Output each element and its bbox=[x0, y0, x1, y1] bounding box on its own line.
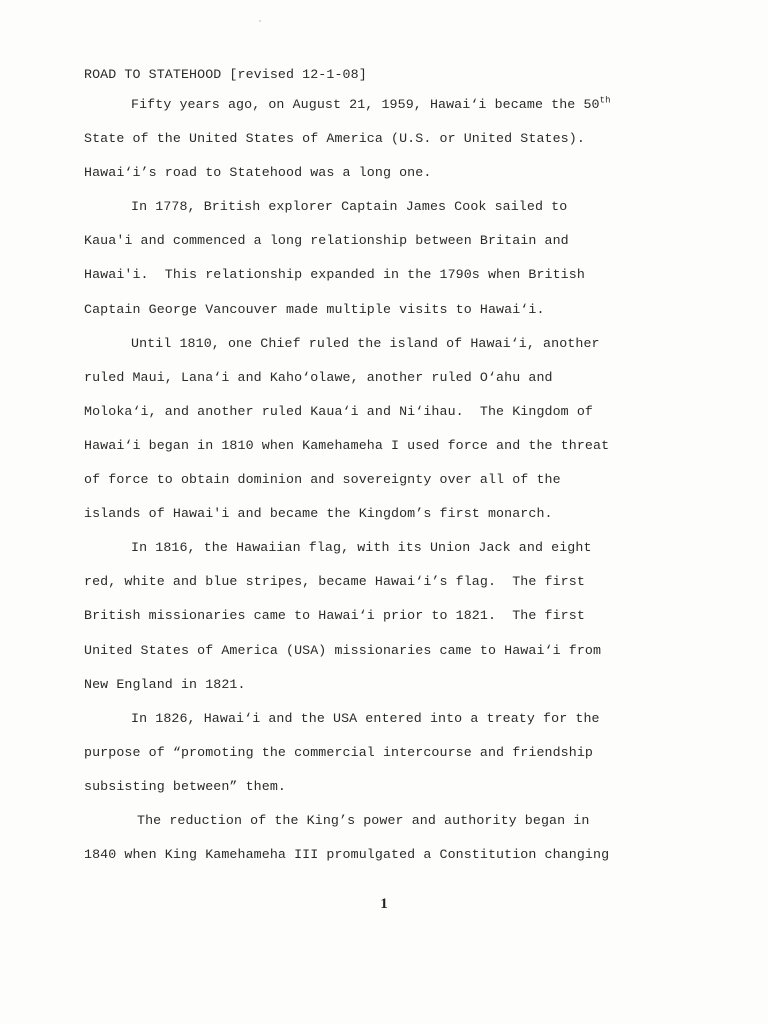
text-line: of force to obtain dominion and sovereignty over all of the bbox=[84, 472, 561, 488]
paragraph-3 bbox=[84, 327, 684, 532]
text-line: Hawai‘i’s road to Statehood was a long one. bbox=[84, 165, 432, 181]
text-line: 1840 when King Kamehameha III promulgated a Constitution changing bbox=[84, 847, 610, 863]
page-number: 1 bbox=[380, 896, 388, 912]
text-line: Moloka‘i, and another ruled Kaua‘i and Ni‘ihau. The Kingdom of bbox=[84, 403, 594, 419]
text-line: New England in 1821. bbox=[84, 676, 246, 692]
text-line: In 1816, the Hawaiian flag, with its Union Jack and eight bbox=[131, 540, 592, 556]
text-line: Captain George Vancouver made multiple visits to Hawai‘i. bbox=[84, 301, 545, 317]
text-line: Kaua'i and commenced a long relationship between Britain and bbox=[84, 233, 569, 249]
ordinal-superscript: th bbox=[599, 95, 611, 106]
text-line: red, white and blue stripes, became Hawai‘i’s flag. The first bbox=[84, 574, 585, 590]
paragraph-2 bbox=[84, 190, 684, 326]
text-line: In 1778, British explorer Captain James Cook sailed to bbox=[131, 199, 568, 215]
text-line: The reduction of the King’s power and authority began in bbox=[137, 812, 590, 828]
text-line: Hawai‘i began in 1810 when Kamehameha I used force and the threat bbox=[84, 437, 610, 453]
text-line: subsisting between” them. bbox=[84, 778, 286, 794]
document-title: ROAD TO STATEHOOD [revised 12-1-08] bbox=[84, 67, 367, 82]
document-body bbox=[84, 62, 684, 872]
text-line: State of the United States of America (U.S. or United States). bbox=[84, 131, 585, 147]
text-line: In 1826, Hawai‘i and the USA entered into a treaty for the bbox=[131, 710, 600, 726]
text-line: Hawai'i. This relationship expanded in the 1790s when British bbox=[84, 267, 585, 283]
paragraph-1 bbox=[84, 88, 684, 190]
scan-speck bbox=[259, 20, 261, 22]
text-line: purpose of “promoting the commercial intercourse and friendship bbox=[84, 744, 594, 760]
text-line: United States of America (USA) missionaries came to Hawai‘i from bbox=[84, 642, 602, 658]
paragraph-5 bbox=[84, 702, 684, 804]
text-line: ruled Maui, Lana‘i and Kaho‘olawe, another ruled O‘ahu and bbox=[84, 369, 553, 385]
text-line: islands of Hawai'i and became the Kingdom’s first monarch. bbox=[84, 506, 553, 522]
paragraph-6 bbox=[84, 804, 684, 872]
text-line: Until 1810, one Chief ruled the island of Hawai‘i, another bbox=[131, 335, 600, 351]
text-line: Fifty years ago, on August 21, 1959, Hawai‘i became the 50th bbox=[131, 95, 611, 112]
text-line: British missionaries came to Hawai‘i prior to 1821. The first bbox=[84, 608, 585, 624]
paragraph-4 bbox=[84, 531, 684, 701]
